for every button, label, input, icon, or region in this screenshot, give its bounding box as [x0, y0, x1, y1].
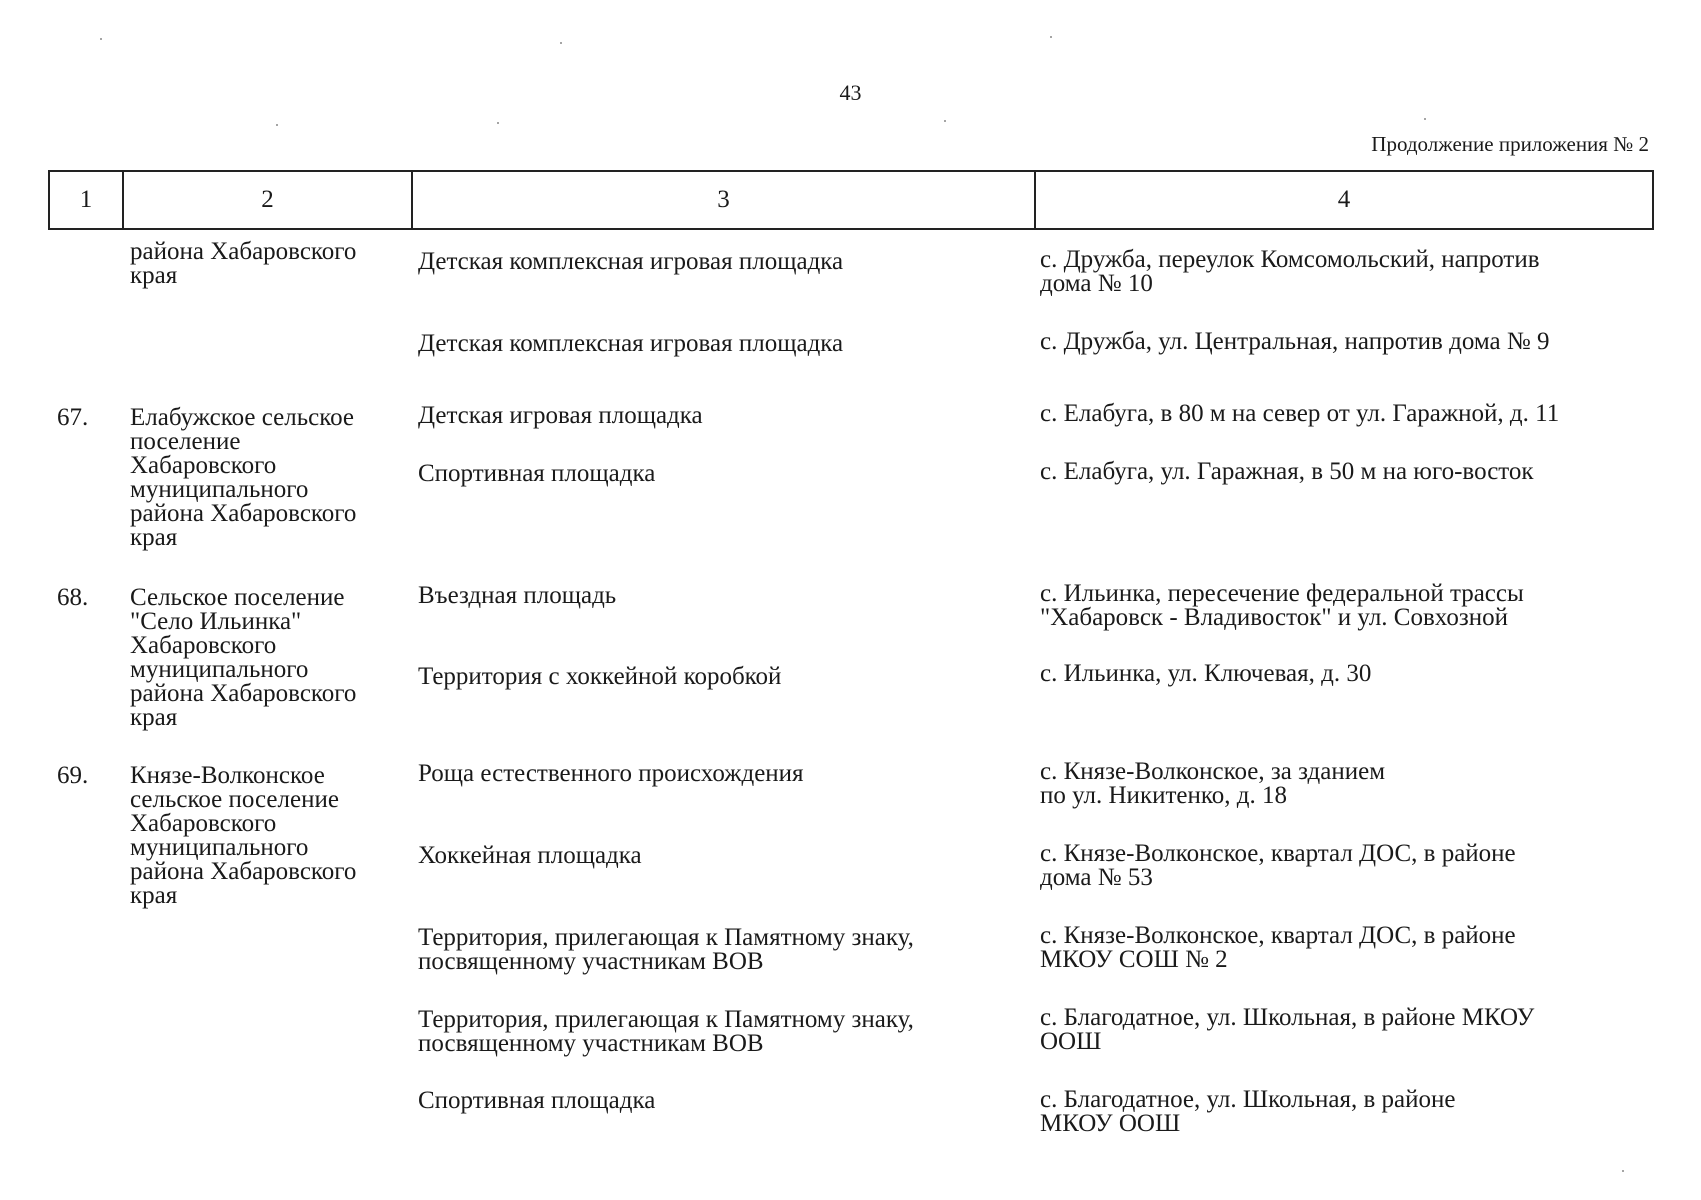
- object-name: [418, 844, 642, 868]
- object-name-line: Роща естественного происхождения: [418, 760, 804, 787]
- object-name-line: Территория с хоккейной коробкой: [418, 663, 782, 690]
- scan-speck: [944, 120, 946, 122]
- scan-speck: [100, 38, 102, 40]
- scan-speck: [497, 122, 499, 124]
- object-name: [418, 762, 804, 786]
- object-name: [418, 665, 781, 689]
- municipality-name: [130, 764, 356, 908]
- municipality-name-line: района Хабаровского: [130, 500, 357, 527]
- row-number: 68.: [57, 584, 89, 611]
- municipality-name-line: Хабаровского: [130, 452, 277, 479]
- object-address-line: с. Ильинка, пересечение федеральной трассы: [1040, 580, 1524, 607]
- municipality-name: [130, 406, 356, 550]
- municipality-name-line: муниципального: [130, 834, 309, 861]
- row-number: 67.: [57, 404, 89, 431]
- municipality-name-line: сельское поселение: [130, 786, 339, 813]
- object-name-line: Территория, прилегающая к Памятному знаку,: [418, 1006, 914, 1033]
- municipality-name-line: района Хабаровского: [130, 680, 357, 707]
- object-name-line: Детская игровая площадка: [418, 402, 703, 429]
- municipality-name-line: муниципального: [130, 656, 309, 683]
- municipality-name-line: Сельское поселение: [130, 584, 345, 611]
- object-address-line: ООШ: [1040, 1028, 1102, 1055]
- municipality-name-line: района Хабаровского: [130, 858, 357, 885]
- object-name: [418, 250, 843, 274]
- table-header-row: [48, 170, 1654, 230]
- object-address: [1040, 662, 1371, 686]
- column-header-4: 4: [1337, 186, 1351, 213]
- object-address: [1040, 842, 1516, 890]
- object-address: [1040, 402, 1559, 426]
- row-number: 69.: [57, 762, 89, 789]
- object-address-line: с. Дружба, ул. Центральная, напротив дома № 9: [1040, 328, 1550, 355]
- object-name: [418, 584, 616, 608]
- object-address: [1040, 460, 1534, 484]
- municipality-name-line: края: [130, 882, 178, 909]
- object-address-line: "Хабаровск - Владивосток" и ул. Совхозной: [1040, 604, 1508, 631]
- object-address-line: с. Благодатное, ул. Школьная, в районе МКОУ: [1040, 1004, 1535, 1031]
- object-address: [1040, 924, 1516, 972]
- object-name: [418, 462, 655, 486]
- object-name-line: Детская комплексная игровая площадка: [418, 330, 844, 357]
- object-address-line: по ул. Никитенко, д. 18: [1040, 782, 1287, 809]
- object-name-line: Хоккейная площадка: [418, 842, 642, 869]
- object-name: [418, 926, 914, 974]
- column-header-3: 3: [413, 172, 1036, 228]
- scan-speck: [560, 42, 562, 44]
- object-address-line: с. Елабуга, ул. Гаражная, в 50 м на юго-восток: [1040, 458, 1534, 485]
- municipality-name: [130, 586, 356, 730]
- municipality-name-line: Князе-Волконское: [130, 762, 325, 789]
- municipality-name-line: Елабужское сельское: [130, 404, 354, 431]
- object-address-line: МКОУ ООШ: [1040, 1110, 1181, 1137]
- column-header-1: 1: [50, 172, 124, 228]
- municipality-name: [130, 240, 356, 288]
- object-address: [1040, 1088, 1455, 1136]
- municipality-name-line: "Село Ильинка": [130, 608, 302, 635]
- object-address: [1040, 1006, 1534, 1054]
- municipality-name-line: края: [130, 704, 178, 731]
- object-address: [1040, 582, 1524, 630]
- scan-speck: [1622, 1170, 1624, 1172]
- object-address-line: с. Елабуга, в 80 м на север от ул. Гаражной, д. 11: [1040, 400, 1560, 427]
- object-address-line: дома № 10: [1040, 270, 1153, 297]
- object-address-line: с. Князе-Волконское, квартал ДОС, в районе: [1040, 840, 1516, 867]
- object-address-line: дома № 53: [1040, 864, 1153, 891]
- object-name-line: Территория, прилегающая к Памятному знаку,: [418, 924, 914, 951]
- object-address-line: с. Дружба, переулок Комсомольский, напротив: [1040, 246, 1540, 273]
- object-address: [1040, 760, 1385, 808]
- municipality-name-line: поселение: [130, 428, 241, 455]
- scan-speck: [276, 124, 278, 126]
- scan-speck: [1050, 36, 1052, 38]
- object-name: [418, 1008, 914, 1056]
- object-name-line: Спортивная площадка: [418, 1087, 656, 1114]
- page-number: 43: [839, 80, 862, 105]
- municipality-name-line: района Хабаровского: [130, 238, 357, 265]
- object-name: [418, 332, 843, 356]
- municipality-name-line: края: [130, 524, 178, 551]
- object-address-line: с. Ильинка, ул. Ключевая, д. 30: [1040, 660, 1372, 687]
- object-address-line: с. Князе-Волконское, квартал ДОС, в районе: [1040, 922, 1516, 949]
- municipality-name-line: муниципального: [130, 476, 309, 503]
- appendix-continuation-label: Продолжение приложения № 2: [1371, 132, 1649, 156]
- object-name-line: посвященному участникам ВОВ: [418, 948, 764, 975]
- column-header-2: 2: [124, 172, 413, 228]
- object-address: [1040, 248, 1540, 296]
- municipality-name-line: края: [130, 262, 178, 289]
- object-name-line: посвященному участникам ВОВ: [418, 1030, 764, 1057]
- object-name-line: Детская комплексная игровая площадка: [418, 248, 844, 275]
- object-address: [1040, 330, 1549, 354]
- object-name: [418, 404, 703, 428]
- object-address-line: с. Князе-Волконское, за зданием: [1040, 758, 1386, 785]
- object-address-line: с. Благодатное, ул. Школьная, в районе: [1040, 1086, 1456, 1113]
- municipality-name-line: Хабаровского: [130, 810, 277, 837]
- scan-speck: [1424, 118, 1426, 120]
- object-name: [418, 1089, 655, 1113]
- municipality-name-line: Хабаровского: [130, 632, 277, 659]
- object-address-line: МКОУ СОШ № 2: [1040, 946, 1228, 973]
- object-name-line: Въездная площадь: [418, 582, 617, 609]
- object-name-line: Спортивная площадка: [418, 460, 656, 487]
